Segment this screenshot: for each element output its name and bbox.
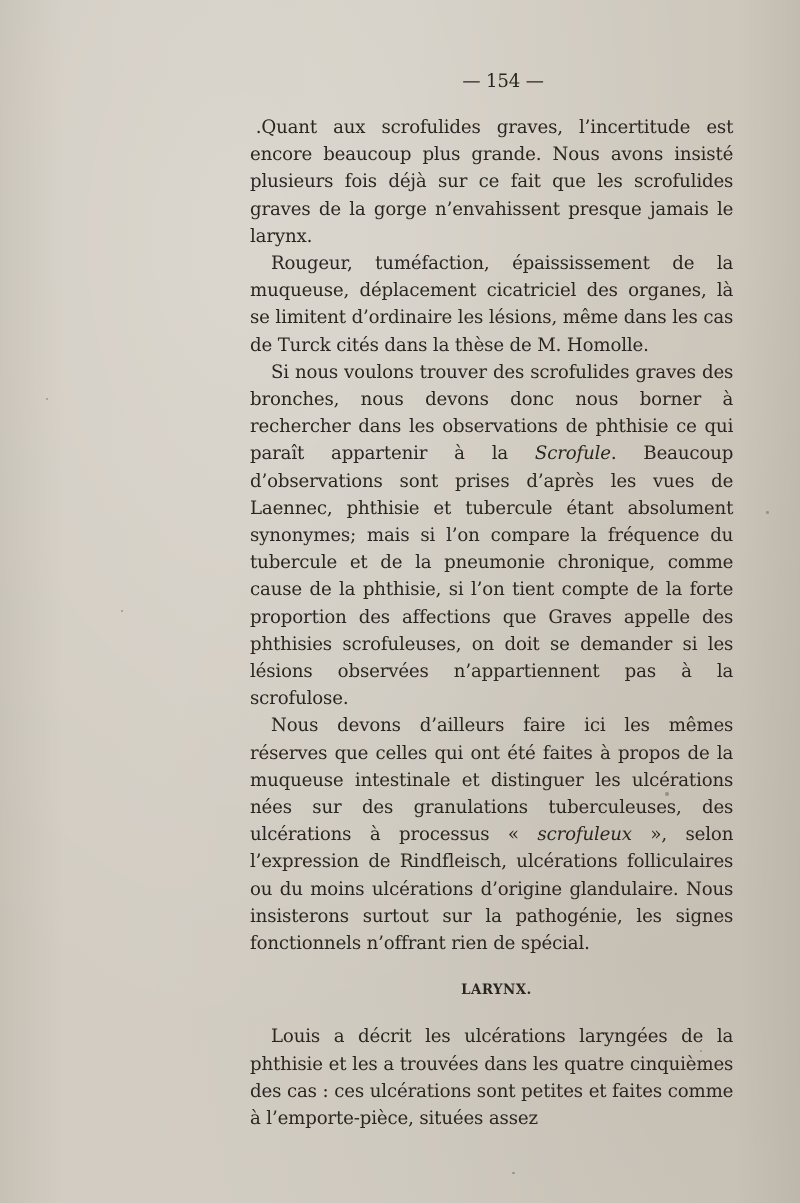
paper-speck [121,610,123,612]
section-heading: LARYNX. [461,982,532,999]
paragraph: Rougeur, tuméfaction, épaississement de la muqueuse, déplacement cicatriciel des organes, là se limitent d’ordinaire les lésions, même dans les cas de Turck cités dans la thèse de M. Homolle. [250,252,734,356]
paragraph: .Quant aux scrofulides graves, l’incertitude est encore beaucoup plus grande. Nous avons insisté plusieurs fois déjà sur ce fait que les scrofulides graves de la gorge n’envahissent presque jamais le larynx. [250,116,734,247]
page-number: — 154 — [462,70,544,92]
paragraph-text: . Beaucoup d’observations sont prises d’après les vues de Laennec, phthisie et tubercule étant absolument synonymes; mais si l’on compare la fréquence du tubercule et de la pneumonie chronique, comme cause de la phthisie, si l’on tient compte de la forte proportion des affections que Graves appelle des phthisies scrofuleuses, on doit se demander si les lésions observées n’appartiennent pas à la scrofulose. [250,442,734,710]
paragraph: Louis a décrit les ulcérations laryngées de la phthisie et les a trouvées dans les quatre cinquièmes des cas : ces ulcérations sont petites et faites comme à l’emporte-pièce, situées assez [250,1025,734,1129]
paper-speck [46,398,48,400]
paper-speck [512,1172,515,1174]
paragraph-text: Si nous voulons trouver des scrofulides graves des bronches, nous devons donc nous borner à rechercher dans les observations de phthisie ce qui paraît appartenir à la [250,360,734,465]
paper-speck [766,511,769,514]
paragraph [250,712,733,957]
page-text [250,66,733,1132]
paragraph-text: », selon l’expression de Rindfleisch, ulcérations folliculaires ou du moins ulcérations d’origine glandulaire. Nous insisterons surtout sur la pathogénie, les signes fonctionnels n’offrant rien de spécial. [250,823,734,955]
emphasis-text: Scrofule [534,442,611,465]
emphasis-text: scrofuleux [537,823,632,846]
paragraph [250,359,733,713]
paragraph-text: Nous devons d’ailleurs faire ici les mêmes réserves que celles qui ont été faites à propos de la muqueuse intestinale et distinguer les ulcérations nées sur des granulations tuberculeuses, des ulcérations à processus « [250,714,734,846]
